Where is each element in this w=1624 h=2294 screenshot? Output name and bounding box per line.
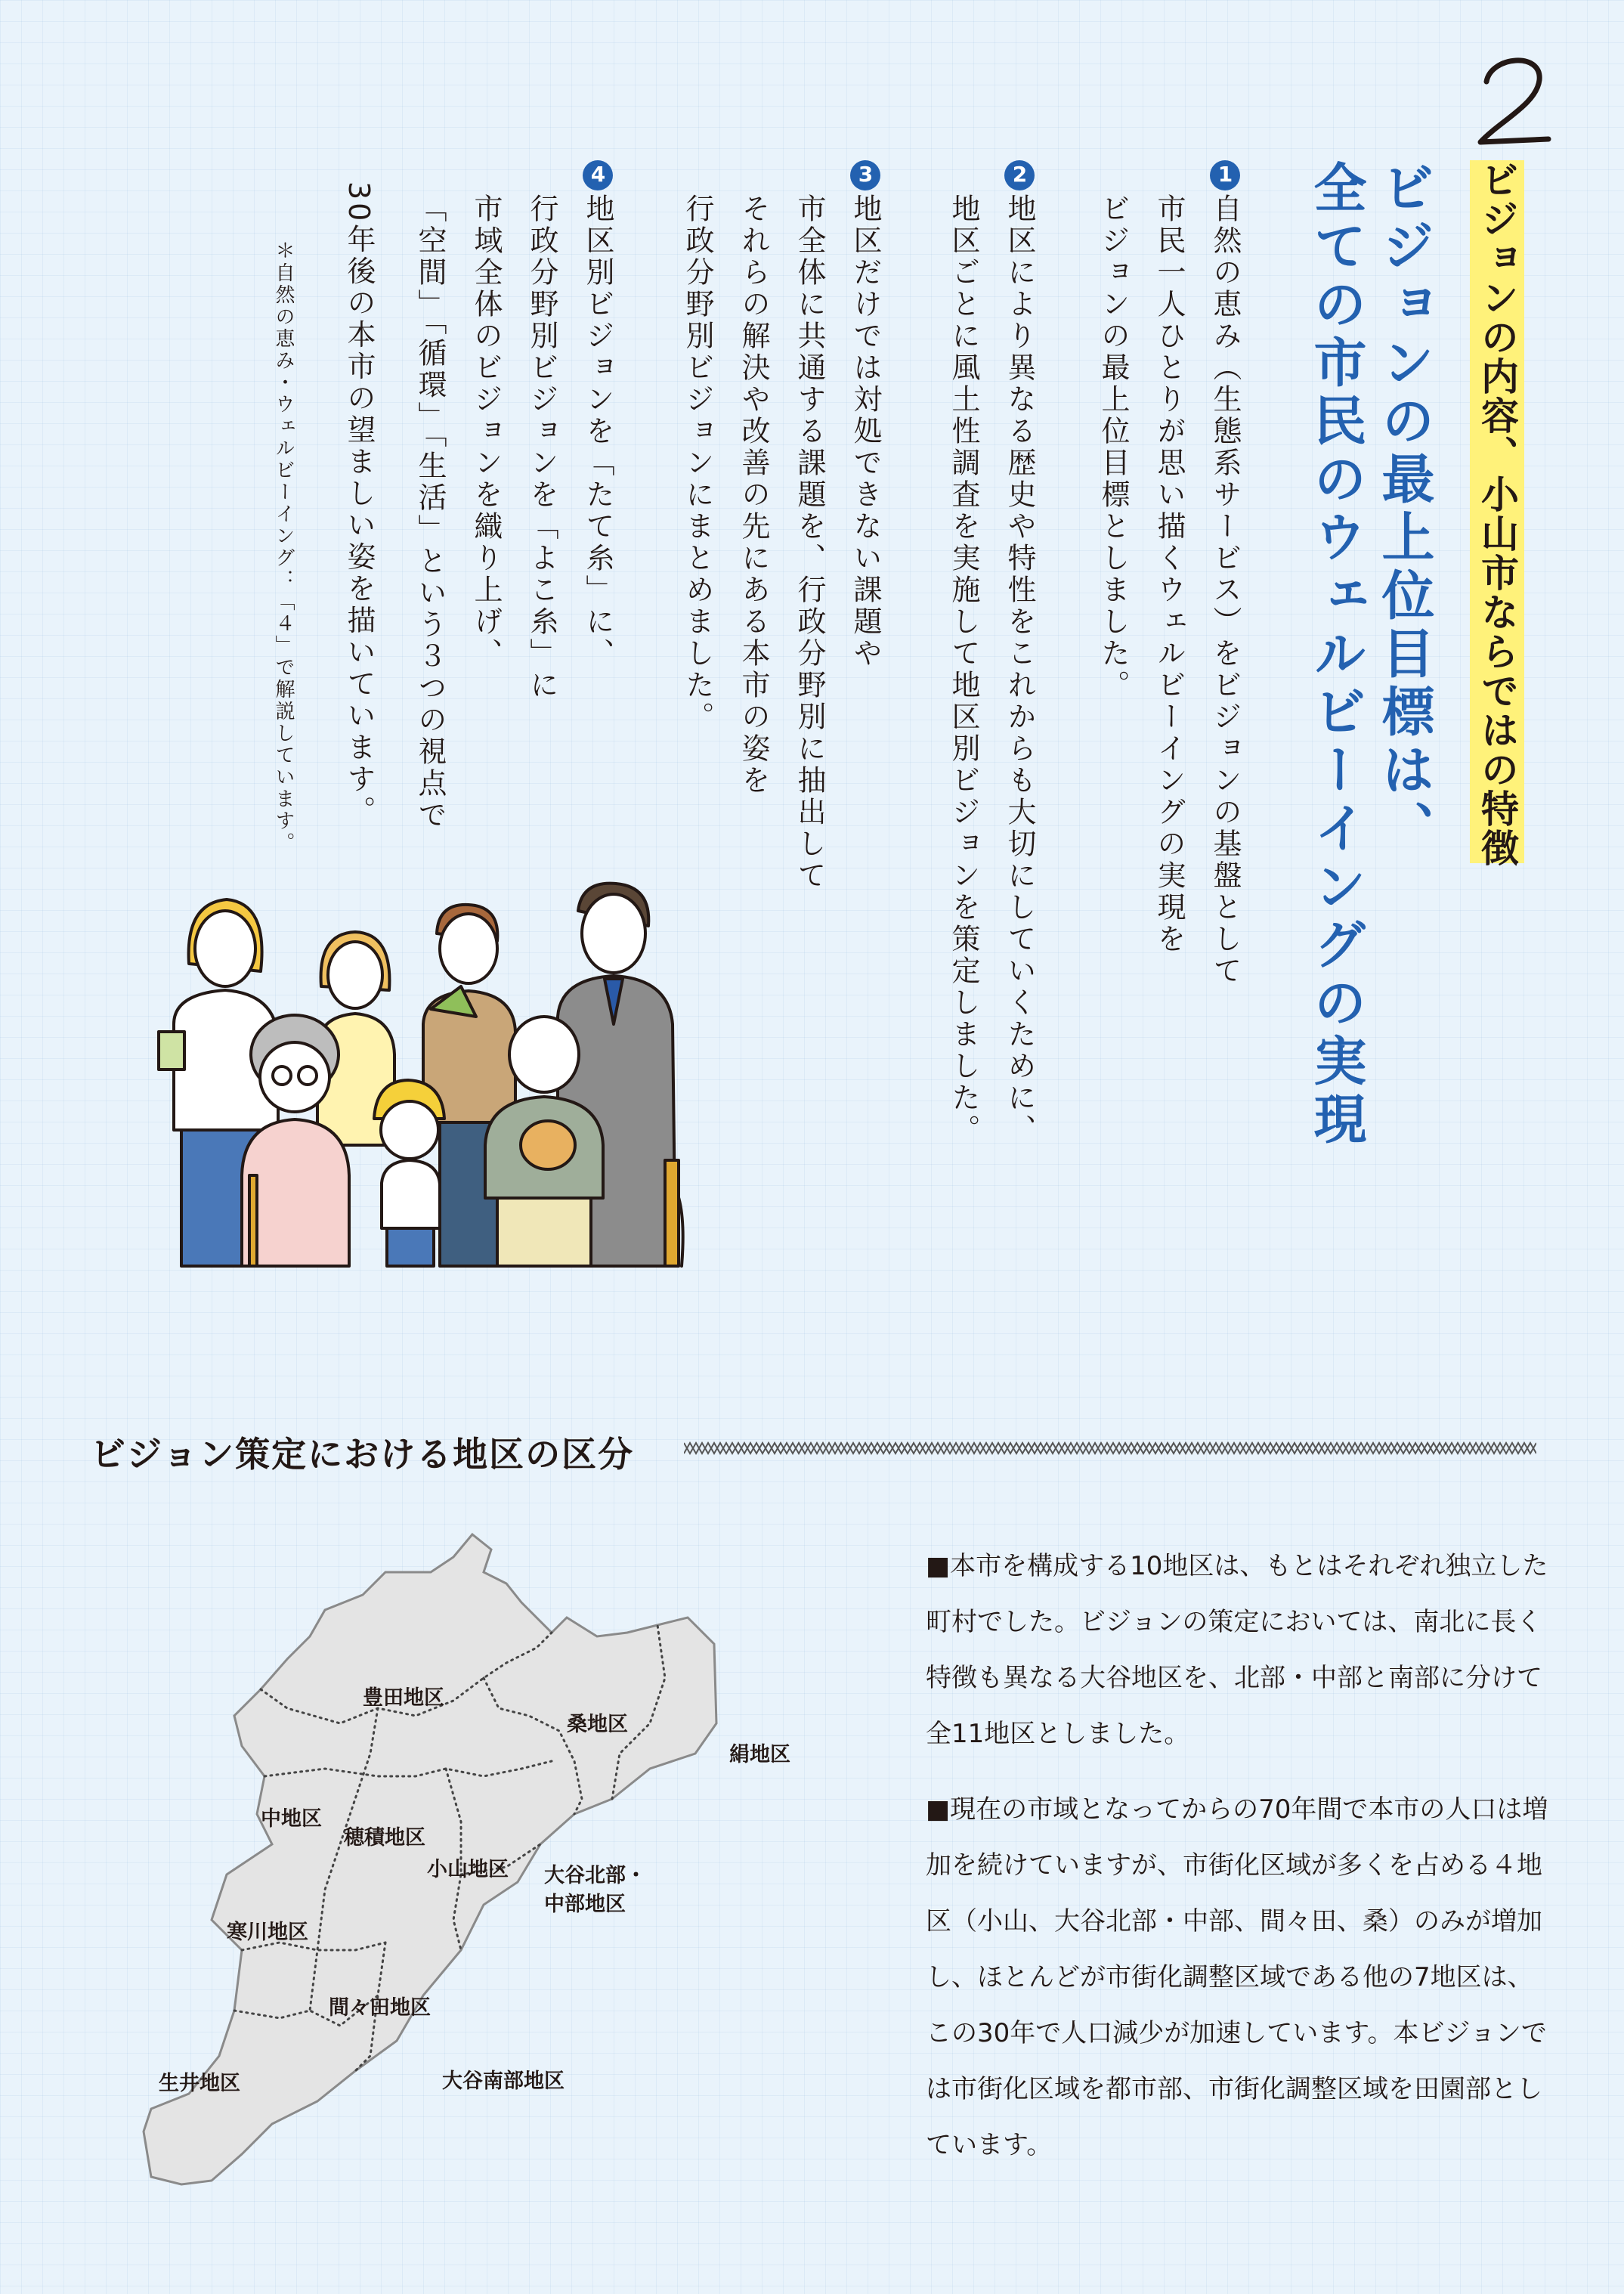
point-3-line-4: 行政分野別ビジョンにまとめました。 — [681, 193, 714, 733]
point-3-line-1: 3地区だけでは対処できない課題や — [849, 161, 882, 670]
citizens-illustration — [144, 873, 710, 1281]
label-otani-kita-2: 中部地区 — [544, 1893, 626, 1916]
label-namai: 生井地区 — [159, 2072, 240, 2095]
point-3-line-3: それらの解決や改善の先にある本市の姿を — [737, 193, 770, 797]
label-otani-kita-1: 大谷北部・ — [544, 1864, 646, 1887]
label-hozumi: 穂積地区 — [344, 1826, 425, 1850]
district-map — [128, 1527, 839, 2222]
number-1-icon: 1 — [1210, 160, 1240, 190]
explanation-paragraph-2: ■現在の市域となってからの70年間で本市の人口は増加を続けていますが、市街化区域が多くを占める４地区（小山、大谷北部・中部、間々田、桑）のみが増加し、ほとんどが市街化調整区域である他の7地区は、この30年で人口減少が加速しています。本ビジョンでは市街化区域を都市部、市街化調整区域を田園部としています。 — [926, 1794, 1548, 2160]
point-1-line-1: 1自然の恵み（生態系サービス）をビジョンの基盤として — [1208, 161, 1242, 987]
point-4-line-5: 30年後の本市の望ましい姿を描いています。 — [342, 181, 376, 828]
label-sogawa: 寒川地区 — [227, 1921, 308, 1944]
label-otani-minami: 大谷南部地区 — [442, 2070, 565, 2093]
label-toyoda: 豊田地区 — [363, 1686, 444, 1710]
explanation-paragraph-1: ■本市を構成する10地区は、もとはそれぞれ独立した町村でした。ビジョンの策定においては、南北に長く特徴も異なる大谷地区を、北部・中部と南部に分けて全11地区としました。 — [926, 1551, 1548, 1749]
point-4-line-3: 市域全体のビジョンを織り上げ、 — [469, 193, 503, 670]
page-number-text: 2 — [1470, 45, 1471, 46]
heading-line-1: ビジョンの最上位目標は、 — [1373, 160, 1435, 859]
point-2-line-1: 2地区により異なる歴史や特性をこれからも大切にしていくために、 — [1003, 161, 1036, 1146]
point-4-line-4: 「空間」「循環」「生活」という３つの視点で — [413, 193, 447, 831]
section-label: ビジョンの内容、小山市ならではの特徴 — [1470, 160, 1524, 863]
point-1-line-3: ビジョンの最上位目標としました。 — [1097, 193, 1130, 701]
district-section-title: ビジョン策定における地区の区分 — [91, 1434, 635, 1475]
district-explanation — [926, 1538, 1553, 2193]
number-3-icon: 3 — [850, 160, 880, 190]
zigzag-line-icon — [684, 1437, 1536, 1460]
heading-line-2: 全ての市民のウェルビーイングの実現 — [1305, 160, 1367, 1150]
footnote: ＊自然の恵み・ウェルビーイング：「４」で解説しています。 — [272, 240, 295, 854]
number-2-icon: 2 — [1004, 160, 1035, 190]
number-4-icon: 4 — [583, 160, 613, 190]
page-number-graphic — [1470, 45, 1561, 151]
point-3-line-2: 市全体に共通する課題を、行政分野別に抽出して — [793, 193, 826, 892]
point-4-line-1: 4地区別ビジョンを「たて糸」に、 — [581, 161, 614, 670]
label-naka: 中地区 — [261, 1807, 322, 1831]
page-number — [1470, 45, 1561, 151]
point-4-line-2: 行政分野別ビジョンを「よこ糸」に — [525, 193, 558, 701]
district-map-graphic — [128, 1527, 839, 2222]
label-mamada: 間々田地区 — [329, 1996, 431, 2020]
label-kinu: 絹地区 — [729, 1743, 790, 1766]
family-group-icon — [144, 873, 710, 1281]
point-1-line-2: 市民一人ひとりが思い描くウェルビーイングの実現を — [1152, 193, 1186, 955]
point-2-line-2: 地区ごとに風土性調査を実施して地区別ビジョンを策定しました。 — [947, 193, 980, 1146]
label-kuwa: 桑地区 — [567, 1713, 628, 1736]
label-oyama: 小山地区 — [427, 1858, 509, 1881]
decorative-zigzag-divider — [684, 1437, 1536, 1460]
